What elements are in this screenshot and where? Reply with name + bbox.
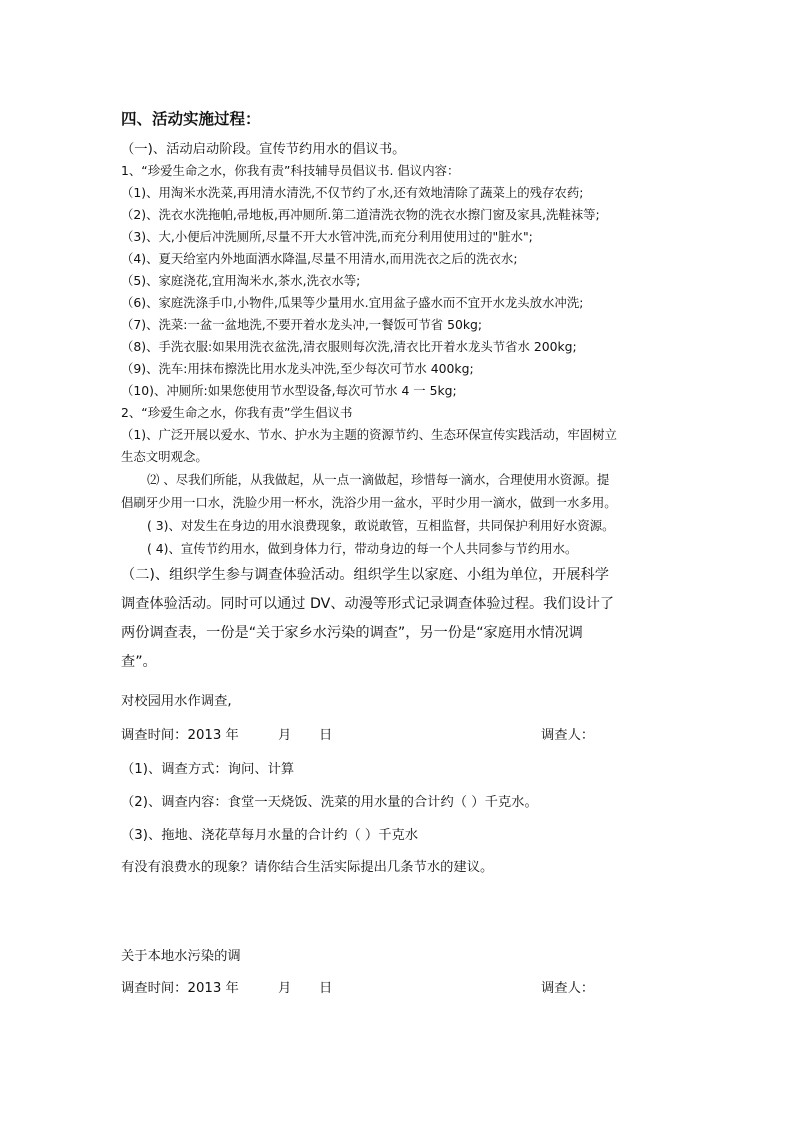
survey2-time-label: 调查时间：2013 年 <box>121 981 239 996</box>
proposal1-item: （8)、手洗衣服:如果用洗衣盆洗,清衣服则每次洗,清衣比开着水龙头节省水 200kg; <box>121 339 577 354</box>
survey1-title: 对校园用水作调查, <box>121 694 232 709</box>
survey1-investigator: 调查人： <box>541 728 595 743</box>
survey2-investigator: 调查人： <box>541 981 595 996</box>
proposal1-item: （2)、洗衣水洗拖帕,帚地板,再冲厕所.第二道清洗衣物的洗衣水擦门窗及家具,洗鞋袜等; <box>121 207 600 222</box>
proposal2-item: ⑵ 、尽我们所能，从我做起，从一点一滴做起，珍惜每一滴水，合理使用水资源。提 <box>147 472 610 487</box>
stage2-paragraph: 查”。 <box>121 654 157 670</box>
survey2-day: 日 <box>319 981 333 996</box>
stage2-paragraph: 两份调查表，一份是“关于家乡水污染的调查”，另一份是“家庭用水情况调 <box>121 625 583 641</box>
stage2-paragraph: 调查体验活动。同时可以通过 DV、动漫等形式记录调查体验过程。我们设计了 <box>121 596 615 612</box>
section-heading: 四、活动实施过程： <box>121 110 261 128</box>
proposal2-item: （1)、广泛开展以爱水、节水、护水为主题的资源节约、生态环保宣传实践活动，牢固树立 <box>121 427 617 442</box>
proposal2-item: 生态文明观念。 <box>121 449 208 464</box>
proposal2-title: 2、“珍爱生命之水，你我有责”学生倡议书 <box>121 405 353 420</box>
survey2-title: 关于本地水污染的调 <box>121 949 241 964</box>
survey1-question: 有没有浪费水的现象？请你结合生活实际提出几条节水的建议。 <box>121 860 494 875</box>
survey1-content: （2)、调查内容：食堂一天烧饭、洗菜的用水量的合计约（ ）千克水。 <box>121 795 538 810</box>
proposal1-item: （5)、家庭浇花,宜用淘米水,茶水,洗衣水等; <box>121 273 361 288</box>
survey1-day: 日 <box>319 728 333 743</box>
proposal1-item: （4)、夏天给室内外地面洒水降温,尽量不用清水,而用洗衣之后的洗衣水; <box>121 251 518 266</box>
proposal2-item: 倡刷牙少用一口水，洗脸少用一杯水，洗浴少用一盆水，平时少用一滴水，做到一水多用。 <box>121 495 617 510</box>
survey1-mop: （3)、拖地、浇花草每月水量的合计约（ ）千克水 <box>121 828 419 843</box>
proposal1-item: （6)、家庭洗涤手巾,小物件,瓜果等少量用水.宜用盆子盛水而不宜开水龙头放水冲洗; <box>121 295 584 310</box>
proposal1-item: （9)、洗车:用抹布擦洗比用水龙头冲洗,至少每次可节水 400kg; <box>121 361 474 376</box>
proposal1-item: （10)、冲厕所:如果您使用节水型设备,每次可节水 4 一 5kg; <box>121 383 457 398</box>
survey1-time-label: 调查时间：2013 年 <box>121 728 239 743</box>
proposal2-item: ( 4)、宣传节约用水，做到身体力行，带动身边的每一个人共同参与节约用水。 <box>147 541 578 556</box>
stage1-title: （一)、活动启动阶段。宣传节约用水的倡议书。 <box>121 142 406 157</box>
survey1-month: 月 <box>278 728 292 743</box>
survey2-month: 月 <box>278 981 292 996</box>
proposal2-item: ( 3)、对发生在身边的用水浪费现象，敢说敢管，互相监督，共同保护利用好水资源。 <box>147 518 615 533</box>
stage2-paragraph: （二)、组织学生参与调查体验活动。组织学生以家庭、小组为单位，开展科学 <box>121 567 609 583</box>
survey1-method: （1)、调查方式：询问、计算 <box>121 762 295 777</box>
proposal1-item: （1)、用淘米水洗菜,再用清水清洗,不仅节约了水,还有效地清除了蔬菜上的残存农药; <box>121 185 584 200</box>
proposal1-item: （3)、大,小便后冲洗厕所,尽量不开大水管冲洗,而充分利用使用过的"脏水"; <box>121 229 533 244</box>
proposal1-item: （7)、洗菜:一盆一盆地洗,不要开着水龙头冲,一餐饭可节省 50kg; <box>121 317 483 332</box>
proposal1-title: 1、“珍爱生命之水，你我有责”科技辅导员倡议书. 倡议内容： <box>121 163 460 178</box>
